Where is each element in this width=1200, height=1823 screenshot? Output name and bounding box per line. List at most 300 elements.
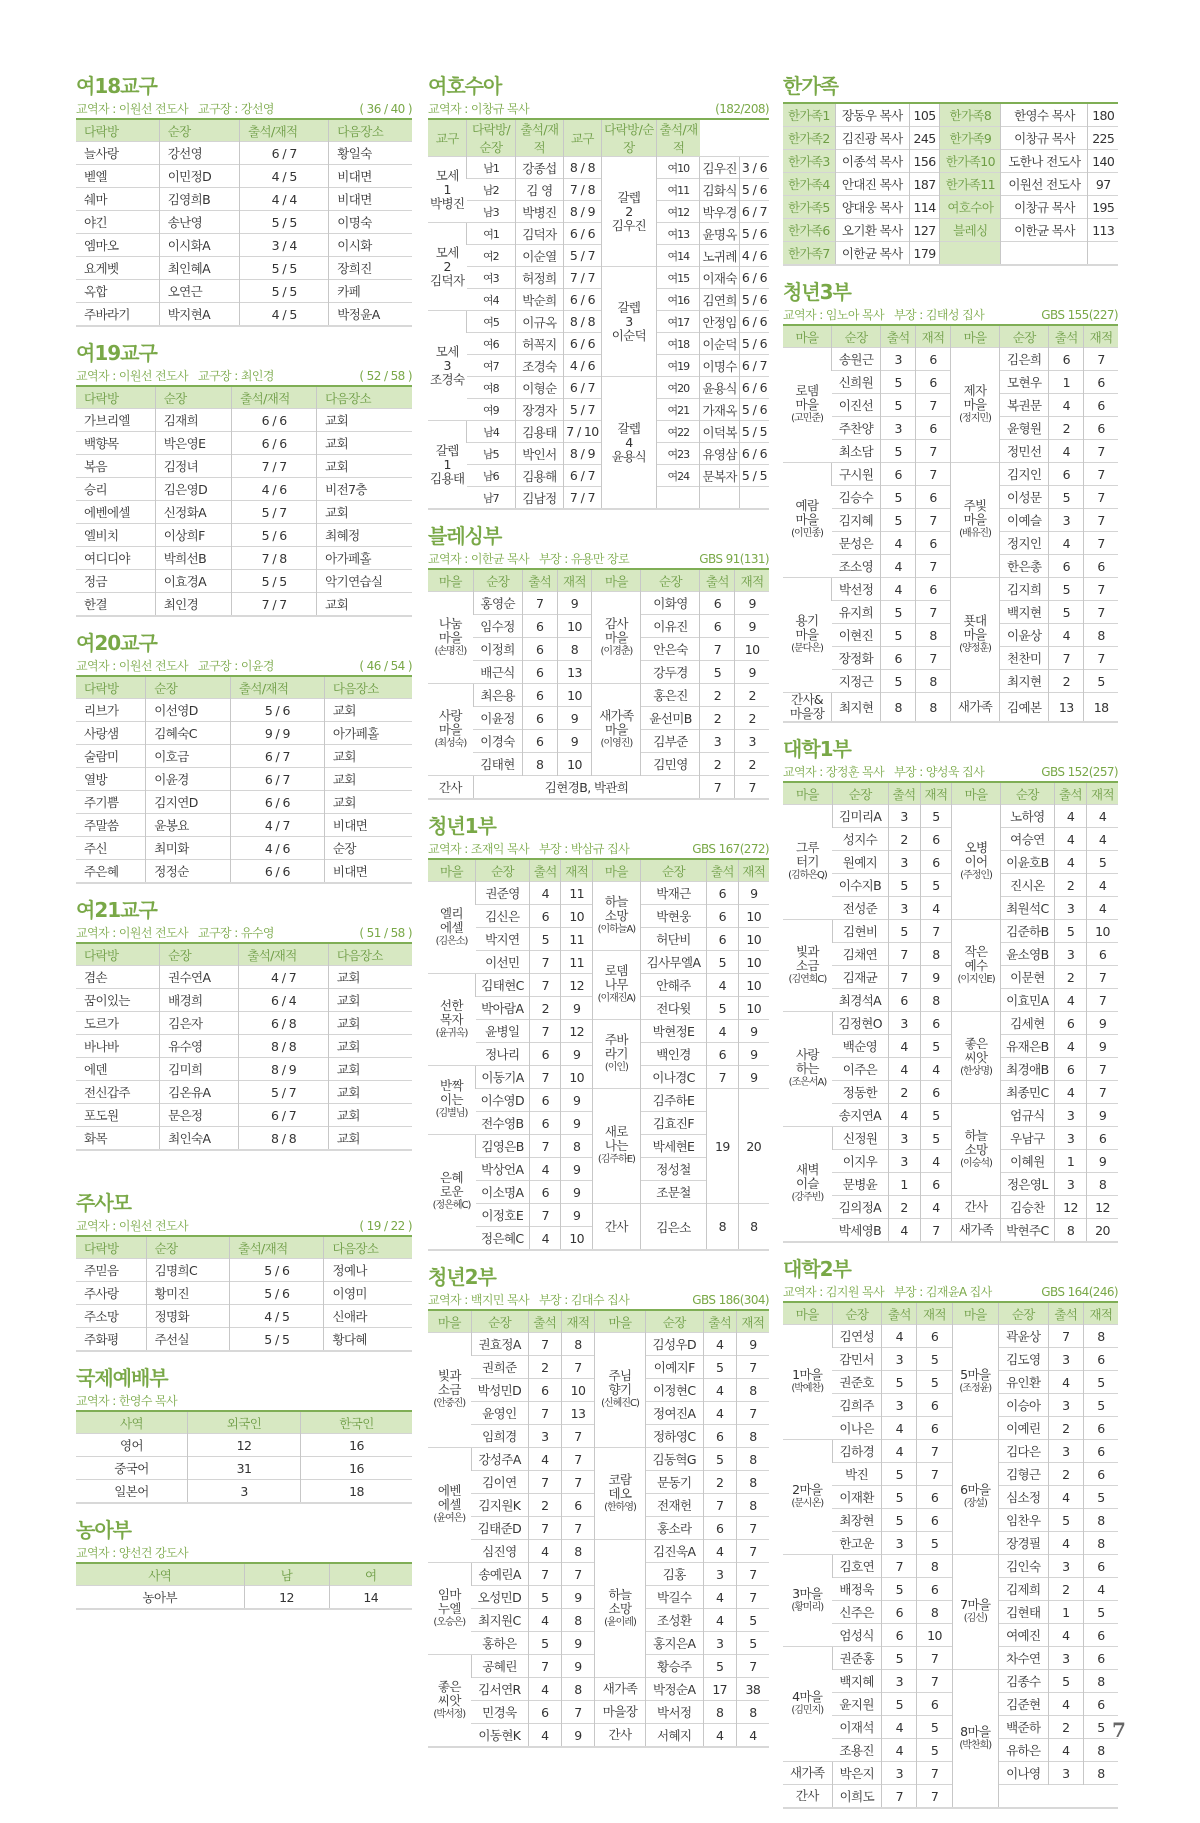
group-leader: (이승석) [960,1157,992,1169]
table-cell: 이원선 전도사 [1001,173,1088,196]
table-cell: 4 [920,1058,952,1081]
table-row [783,1127,1118,1150]
table-cell: 4 [1048,1624,1083,1647]
table-cell: 주소망 [76,1305,146,1328]
table-cell: 4 [528,1678,561,1701]
section-title: 여18교구 [76,74,157,98]
left-column [76,70,412,1624]
univ1-section [783,737,1118,1243]
table-cell: 이재숙 [700,267,739,289]
table-cell: 노하영 [1000,805,1054,828]
table-cell: 12 [188,1434,301,1457]
table-cell: 유재은B [1000,1035,1054,1058]
table-row [428,1204,769,1227]
table-cell: 2 [1055,966,1087,989]
column-header: 순장 [641,569,700,592]
table-cell: 13 [561,1402,594,1425]
table-cell: 장희진 [329,257,412,280]
table-cell: 한가족8 [940,103,1001,127]
table-cell: 5 / 7 [239,1081,329,1104]
table-cell: 교회 [317,593,412,617]
table-cell: 4 [1087,828,1118,851]
count-label: ( 51 / 58 ) [359,926,412,940]
table-cell: 6 [916,417,951,440]
table-cell: 주말씀 [76,814,146,837]
group-name-line: 소망 [604,908,628,923]
table-cell: 황미진 [146,1282,230,1305]
table-cell: 4 [882,1440,917,1463]
table-cell: 7 [916,440,951,463]
table-cell: 여21 [657,399,700,421]
table-cell: 노귀례 [700,245,739,267]
table-cell: 5 [920,1104,952,1127]
group-name-line: 나무 [604,977,628,992]
table-cell: 백향목 [76,432,155,455]
table-cell: 남7 [467,487,515,510]
table-cell: 박우경 [700,201,739,223]
table-cell: 김효진F [640,1112,706,1135]
table-row [76,1058,412,1081]
table-cell: 박세현E [640,1135,706,1158]
table-cell: 이재환 [832,1486,882,1509]
table-row [428,289,769,311]
table-cell: 김예본 [1000,693,1049,723]
page-number: 7 [1112,1718,1126,1742]
column-header: 출석 [700,569,735,592]
table-row [428,1448,769,1471]
table-cell: 5 [1049,486,1084,509]
column-header: 재적 [920,782,952,805]
table-cell: 교회 [328,1058,412,1081]
group-name-line: 김우진 [611,217,647,233]
table-cell: 4 [1048,1739,1083,1762]
table-cell: 김현태 [998,1601,1048,1624]
table-cell: 김재희 [155,409,231,432]
table-cell: 정명화 [146,1305,230,1328]
table-cell: 김연희 [700,289,739,311]
table-row [76,501,412,524]
table-cell: 여3 [467,267,515,289]
group-name-line: 소망 [608,1600,632,1616]
leader-label: 부장 : 박삼규 집사 [539,842,630,856]
table-cell: 열방 [76,768,146,791]
table-row [783,1440,1118,1463]
table-cell: 지정근 [832,670,881,693]
table-cell: 6 [917,1394,952,1417]
table-cell: 문복자 [700,465,739,487]
district-section [76,631,412,884]
table-cell: 이순열 [515,245,564,267]
table-cell: 8 [557,638,592,661]
table-cell: 안정임 [700,311,739,333]
table-cell: 3 [888,805,920,828]
table-cell: 김성우D [645,1333,703,1356]
group-name-line: 새가족 [957,699,993,714]
group-cell [783,463,832,578]
table-cell: 5 [917,1371,952,1394]
group-cell [595,1678,646,1701]
table-cell: 엠마오 [76,234,159,257]
table-cell: 엄규식 [1000,1104,1054,1127]
table-cell: 이선영D [146,699,231,722]
table-cell: 주바라기 [76,303,159,327]
table-row [783,1058,1118,1081]
table-cell: 6 / 7 [739,201,769,223]
table-cell: 2 [528,1356,561,1379]
column-header: 다음장소 [324,676,412,699]
table-cell: 김영희B [159,188,239,211]
group-name-line: 새가족 [790,1765,825,1780]
group-name-line: 씨앗 [964,1049,988,1065]
table-cell: 8 [920,989,952,1012]
leader-label: 부장 : 김대수 집사 [539,1293,630,1307]
column-header: 다락방 [76,386,155,409]
group-name-line: 2 [443,258,451,274]
table-cell: 3 [1055,1173,1087,1196]
table-row [76,257,412,280]
table-cell: 김지희 [1000,578,1049,601]
table-cell: 복음 [76,455,155,478]
table-row [783,805,1118,828]
table-cell: 3 [1049,509,1084,532]
table-row [783,943,1118,966]
table-row [428,951,769,974]
table-cell: 12 [561,1020,592,1043]
table-cell: 여승연 [1000,828,1054,851]
table-cell: 8 [920,943,952,966]
table-cell: 교회 [317,501,412,524]
table-cell: 4 [703,1586,736,1609]
middle-column [428,70,769,1762]
column-header: 출석 [1049,325,1084,348]
table-cell: 최미화 [146,837,231,860]
table-cell: 김태준D [471,1517,528,1540]
table-cell: 4 [1055,805,1087,828]
table-cell: 홍지은A [645,1632,703,1655]
table-cell: 백지현 [1000,601,1049,624]
table-cell: 5 [881,509,916,532]
table-cell: 김하경 [832,1440,882,1463]
table-cell: 황승주 [645,1655,703,1678]
table-cell: 127 [909,219,940,242]
group-cell [783,805,832,920]
group-name-line: 7마을 [960,1597,991,1612]
group-leader: (박서정) [433,1708,466,1720]
table-cell: 7 [916,394,951,417]
table-cell: 정지인 [1000,532,1049,555]
table-cell: 5 [707,951,738,974]
table-cell: 이진선 [832,394,881,417]
table-cell: 임수정 [473,615,522,638]
table-cell: 7 [530,1066,561,1089]
column-header: 다락방 [76,1236,146,1259]
table-row [76,478,412,501]
table-cell: 3 [888,851,920,874]
group-name-line: 하늘 [964,1127,988,1143]
group-cell [950,348,999,463]
table-cell: 5 [703,1356,736,1379]
group-name-line: 모세 [435,167,459,183]
group-cell [952,1555,998,1670]
column-header: 마을 [592,569,641,592]
table-cell: 비대면 [329,188,412,211]
table-cell: 5 [881,601,916,624]
table-row [76,211,412,234]
table-cell: 20 [1087,1219,1118,1243]
youth3-section [783,280,1118,723]
group-leader: (이지인E) [957,973,995,985]
table-cell: 6 [882,1624,917,1647]
table-cell: 김신은 [476,905,530,928]
table-cell: 6 / 7 [564,377,601,399]
table-cell: 김인숙 [998,1555,1048,1578]
table-cell: 이지우 [832,1150,888,1173]
table-cell: 정정순 [146,860,231,884]
column-header: 순장 [471,1310,528,1333]
table-cell: 조용진 [832,1739,882,1762]
table-cell: 모현우 [1000,371,1049,394]
table-cell: 5 / 5 [739,421,769,443]
group-name-line: 간사 [604,1218,628,1234]
table-cell: 4 [1087,897,1118,920]
table-cell: 이수지B [832,874,888,897]
column-header: 다락방/순장 [601,119,657,157]
table-row [783,1670,1118,1693]
table-cell: 김종수 [998,1670,1048,1693]
table-cell: 이선민 [476,951,530,974]
table-cell: 윤선미B [641,707,700,730]
group-name-line: 데오 [608,1485,632,1501]
table-cell: 9 [561,1043,592,1066]
table-cell: 2 [735,753,769,776]
table-cell: 엄성식 [832,1624,882,1647]
table-cell: 5 / 5 [739,465,769,487]
table-cell: 4 [881,555,916,578]
table-cell: 김재균 [832,966,888,989]
section-subtitle [76,1544,412,1562]
table-cell: 6 / 7 [564,465,601,487]
table-cell: 김서연R [471,1678,528,1701]
column-header: 출석/재적 [657,119,700,157]
district-table [76,385,412,617]
group-name-line: 갈렙 [617,299,641,315]
table-cell: 강두경 [641,661,700,684]
column-header: 출석/재적 [515,119,564,157]
group-cell [592,882,640,951]
group-name-line: 1 [443,181,451,197]
table-cell: 4 [882,1716,917,1739]
table-cell: 김형근 [998,1463,1048,1486]
column-header: 순장 [832,1302,882,1325]
table-cell: 9 [1087,1150,1118,1173]
group-leader: (강주빈) [791,1192,824,1203]
table-cell: 7 [1087,989,1118,1012]
table-cell: 225 [1088,127,1118,150]
table-cell: 순장 [324,837,412,860]
table-row [76,966,412,989]
table-row [428,355,769,377]
column-header: 순장 [832,325,881,348]
table-cell: 7 [530,974,561,997]
table-cell: 7 [916,463,951,486]
table-cell: 4 [920,1196,952,1219]
group-cell [428,421,467,510]
table-cell: 송지연A [832,1104,888,1127]
group-name-line: 마을장 [602,1704,638,1719]
table-row [76,1480,412,1504]
group-name-line: 새벽 [795,1162,819,1177]
table-cell: 교회 [328,1127,412,1151]
table-cell: 8 [1083,1325,1118,1348]
table-cell: 한가족9 [940,127,1001,150]
table-cell: 박성민D [471,1379,528,1402]
table-cell: 12 [1055,1196,1087,1219]
table-cell: 신정화A [155,501,231,524]
table-cell: 9 [735,615,769,638]
table-cell: 이주은 [832,1058,888,1081]
table-row [783,1219,1118,1243]
section-title: 블레싱부 [428,524,502,548]
table-cell: 장동우 목사 [835,103,909,127]
table-cell: 3 / 6 [739,157,769,179]
column-header: 마을 [783,325,832,348]
column-header: 순장 [476,859,530,882]
group-cell [428,684,473,776]
table-row [428,399,769,421]
table-cell: 이정호E [476,1204,530,1227]
table-cell: 김 영 [515,179,564,201]
table-cell: 5 [1083,1716,1118,1739]
table-row [428,245,769,267]
table-row [783,1394,1118,1417]
table-cell: 김은희 [1000,348,1049,371]
table-cell: 6 [1083,1693,1118,1716]
table-cell: 김지인 [1000,463,1049,486]
column-header: 출석/재적 [230,676,324,699]
table-cell: 7 / 10 [564,421,601,443]
table-cell: 여4 [467,289,515,311]
section-subtitle [783,1283,1118,1301]
count-label: GBS 152(257) [1041,765,1118,779]
group-name-line: 마을 [795,397,819,412]
table-cell: 5 / 6 [739,289,769,311]
column-header: 사역 [76,1563,244,1586]
district-table [76,675,412,884]
table-cell: 한가족10 [940,150,1001,173]
teacher-label: 교역자 : 조재익 목사 [428,842,530,856]
table-cell: 6 [522,661,557,684]
header-row [428,569,769,592]
table-cell: 3 [1055,1127,1087,1150]
table-cell: 여20 [657,377,700,399]
table-cell: 6 [1084,394,1118,417]
section-title: 여19교구 [76,341,157,365]
table-cell: 홍은진 [641,684,700,707]
group-name-line: 이순덕 [611,327,647,343]
table-cell: 12 [561,974,592,997]
section-subtitle [76,1217,412,1235]
section-title: 여20교구 [76,631,157,655]
table-cell: 이동기A [476,1066,530,1089]
section-title: 여호수아 [428,74,502,98]
table-cell: 박은지 [832,1762,882,1785]
table-cell: 18 [300,1480,412,1504]
table-cell: 양대웅 목사 [835,196,909,219]
table-cell: 남2 [467,179,515,201]
column-header: 순장 [1000,325,1049,348]
table-cell: 6 [917,1486,952,1509]
table-cell: 2 [888,828,920,851]
column-header: 재적 [917,1302,952,1325]
table-cell: 여2 [467,245,515,267]
table-row [783,1601,1118,1624]
table-row [428,223,769,245]
table-cell: 5 / 6 [230,699,324,722]
leader-label: 교구장 : 이윤경 [198,659,274,673]
group-name-line: 하는 [795,1061,819,1076]
table-cell: 주믿음 [76,1259,146,1282]
table-row [76,989,412,1012]
table-cell: 5 [1083,1486,1118,1509]
table-row [783,1509,1118,1532]
table-row [783,1532,1118,1555]
teacher-label: 교역자 : 이원선 전도사 [76,659,189,673]
table-cell: 김혜숙C [146,722,231,745]
group-leader: (김하은Q) [788,870,827,881]
group-leader: (손명진) [434,645,467,657]
table-cell: 5 [881,440,916,463]
table-cell: 5 [881,486,916,509]
group-name-line: 김덕자 [430,272,465,288]
group-leader: (윤이레) [604,1616,636,1628]
table-cell: 김용태 [515,421,564,443]
group-leader: (문다은) [791,643,823,654]
district-table [76,942,412,1151]
table-row [783,874,1118,897]
table-cell: 6 [530,905,561,928]
column-header: 교구 [564,119,601,157]
group-leader: (이인) [604,1062,628,1073]
table-cell: 5 [882,1693,917,1716]
table-row [428,333,769,355]
table-cell: 사랑샘 [76,722,146,745]
table-row [76,860,412,884]
table-cell: 최원석C [1000,897,1054,920]
column-header: 순장 [159,119,239,142]
table-row [428,1540,769,1563]
table-row [428,179,769,201]
table-cell: 여6 [467,333,515,355]
table-cell: 이예지F [645,1356,703,1379]
table-cell: 6 [917,1693,952,1716]
table-cell: 6 / 6 [739,377,769,399]
table-cell: 서혜지 [645,1724,703,1748]
table-cell: 9 [738,1066,769,1089]
table-cell: 8 [522,753,557,776]
table-cell: 이화영 [641,592,700,615]
group-cell [428,223,467,311]
table-cell: 여디디야 [76,547,155,570]
table-cell: 7 / 8 [564,179,601,201]
table-cell: 5 [917,1348,952,1371]
table-cell: 이민정D [159,165,239,188]
group-cell [952,1196,1000,1219]
table-cell: 이덕복 [700,421,739,443]
table-cell: 7 [1084,647,1118,670]
group-name-line: 엘리 [440,905,463,921]
group-leader: (한하영) [604,1501,636,1513]
table-cell: 8 [736,1425,769,1448]
